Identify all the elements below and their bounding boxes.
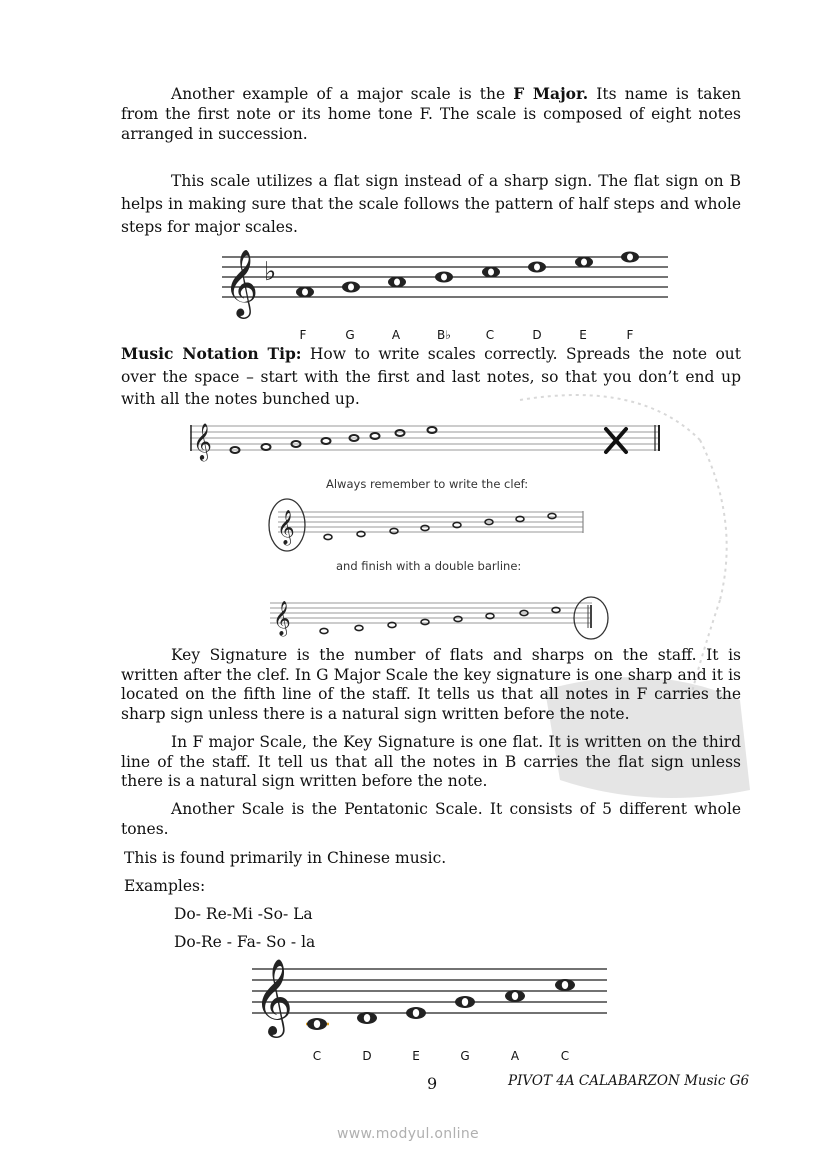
double-barline-circled-staff [270, 590, 620, 645]
f-major-term: F Major. [513, 84, 589, 103]
key-signature-paragraph: Key Signature is the number of flats and sharps on the staff. It is written after the clef. In G Major Scale the key signature is one sharp and it is located on the fifth line of the staff. It tells us that all notes in F carries the sharp sign unless there is a natural sign written before the note. [121, 646, 741, 723]
pentatonic-scale-staff [252, 955, 622, 1045]
pentatonic-paragraph: Another Scale is the Pentatonic Scale. It consists of 5 different whole tones. [121, 800, 741, 838]
bunched-scale-staff [190, 422, 670, 462]
flat-sign-paragraph: This scale utilizes a flat sign instead of a sharp sign. The flat sign on B helps in making sure that the scale follows the pattern of half steps and whole steps for major scales. [121, 172, 741, 236]
website-link[interactable]: www.modyul.online [337, 1126, 479, 1142]
flat-sign-icon: ♭ [264, 257, 277, 287]
caption-barline: and finish with a double barline: [336, 559, 522, 573]
treble-clef-icon: 𝄞 [193, 422, 212, 460]
page-number: 9 [427, 1074, 438, 1093]
footer-title: PIVOT 4A CALABARZON Music G6 [508, 1073, 750, 1089]
f-major-key-paragraph: In F major Scale, the Key Signature is one flat. It is written on the third line of the staff. It tell us that all the notes in B carries the flat sign unless there is a natural sign written before the note. [121, 733, 741, 790]
examples-label: Examples: [124, 877, 206, 895]
clef-circled-staff [268, 497, 598, 557]
example-2: Do-Re - Fa- So - la [174, 933, 316, 951]
treble-clef-icon: 𝄞 [277, 510, 295, 545]
treble-clef-icon: 𝄞 [273, 601, 291, 636]
intro-paragraph: Another example of a major scale is the F Major. Its name is taken from the first note or its home tone F. The scale is composed of eight notes arranged in succession. [121, 84, 741, 143]
notation-tip-paragraph: Music Notation Tip: How to write scales correctly. Spreads the note out over the space – start with the first and last notes, so that you don’t end up with all the notes bunched up. [121, 344, 741, 408]
f-major-scale-staff [222, 250, 682, 330]
treble-clef-icon: 𝄞 [254, 958, 294, 1035]
treble-clef-icon: 𝄞 [224, 248, 259, 316]
caption-clef: Always remember to write the clef: [326, 477, 529, 491]
tip-label: Music Notation Tip: [121, 344, 302, 363]
chinese-music-line: This is found primarily in Chinese music. [124, 849, 447, 867]
example-1: Do- Re-Mi -So- La [174, 905, 313, 923]
